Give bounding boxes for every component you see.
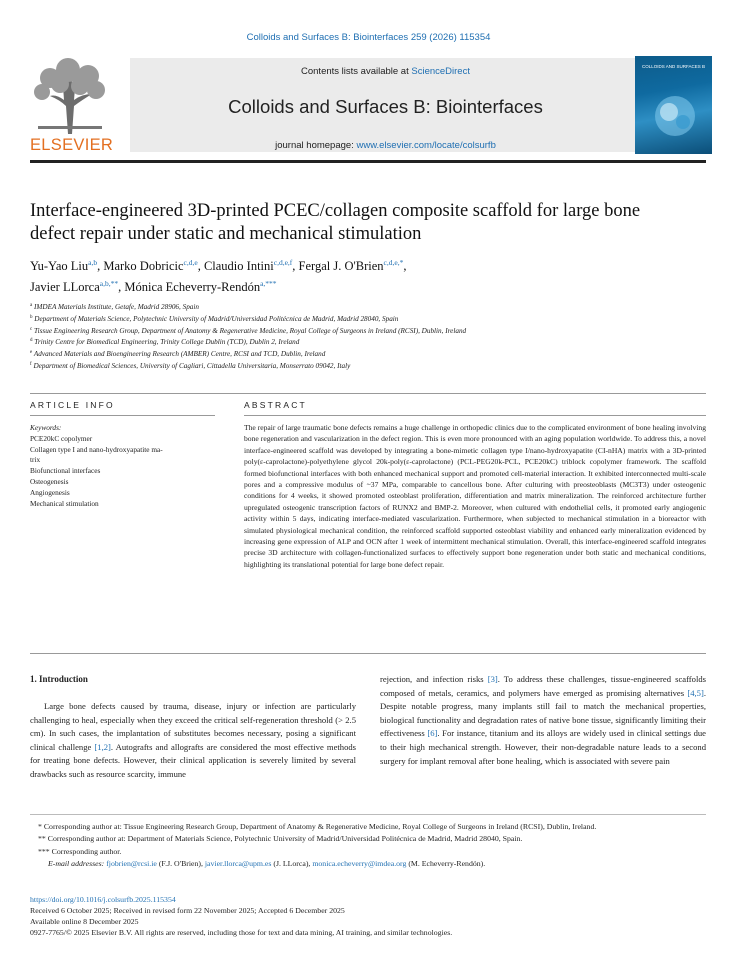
sciencedirect-link[interactable]: ScienceDirect (411, 66, 470, 77)
article-title: Interface-engineered 3D-printed PCEC/collagen composite scaffold for large bone defect repair under static and mechanical stimulation (30, 201, 641, 244)
keyword: Osteogenesis (30, 476, 69, 486)
cover-art-icon (645, 86, 705, 146)
publisher-wordmark: ELSEVIER (30, 136, 114, 154)
abstract-text: The repair of large traumatic bone defects remains a huge challenge in orthopedic clinics due to the complicated environment of bone healing involving bone regeneration and vascularization in the defect region. This is even more pronounced with an aging population worldwide. To address this, a novel interface-engineered scaffold was developed by integrating a bone-mimetic collagen type I/nano-hydroxyapatite (CI-nHA) matrix with a 3D-printed poly(ε-caprolactone)-polyethylene glycol 20k-poly(ε-caprolactone) (PCL-PEG20k-PCL, PCE20kC) triblock copolymer framework. The scaffold formed biofunctional interfaces with both enhanced mechanical support and promoted cell-material interaction. It exhibited interconnected multi-scale pores and a compressive modulus of ~37 MPa, comparable to cancellous bone. After culturing with preosteoblasts (MC3T3) under osteogenic conditions for 4 weeks, it showed promoted osteoblast proliferation, differentiation and matrix mineralization. The reinforced architecture further upregulated osteogenic transcription factors of RUNX2 and BMP-2. Moreover, when cultured with endothelial cells, it promoted early angiogenic activity within 5 days, indicating interface-mediated vascularization. Furthermore, when subjected to mechanical stimulation in a bioreactor with simulated physiological mechanical condition, the reinforced scaffold supported osteoblast viability and enhanced early mineralization evidenced by increasing gene expression of ALP and OCN after 1 week of intermittent mechanical stimulation. Overall, this interface-engineered scaffold integrates precise 3D architecture with collagen-functionalized surfaces to effectively support bone regeneration under both static and mechanical conditions, highlighting its translational potential for large bone defect repair. (244, 423, 706, 569)
author-list: Yu-Yao Liu$^{a,b}$, Marko Dobricic$^{c,d,e}$, Claudio Intini$^{c,d,e,f}$, Fergal J. O'Brien$^{c,d,e,*}$, Javier LLorca$^{a,b,**}$, Mónica Echeverry-Rendón$^{a,***}$ (30, 258, 407, 294)
article-info-heading: ARTICLE INFO (30, 400, 115, 410)
journal-banner (130, 58, 641, 152)
citation-link[interactable]: [4,5] (687, 687, 704, 698)
homepage-link[interactable]: www.elsevier.com/locate/colsurfb (356, 140, 496, 151)
abstract-heading: ABSTRACT (244, 400, 307, 410)
intro-left-column: Large bone defects caused by trauma, disease, injury or infection are particularly challenging to heal, especially when they exceed the critical self-regeneration threshold (> 2.5 cm). In such cases, the implantation of substitutes becomes necessary, posing a significant clinical challenge [1,2]. Autografts and allografts are considered the most effective methods for treating bone defects. However, their clinical application is severely limited by several drawbacks such as resource scarcity, immune (30, 701, 357, 779)
keywords-block (30, 423, 215, 509)
affiliation: $^c$ Tissue Engineering Research Group, Department of Anatomy & Regenerative Medicine, Royal College of Surgeons in Ireland (RCSI), Dublin, Ireland (30, 326, 467, 335)
article-info-rule (30, 415, 215, 416)
section-rule (30, 393, 706, 394)
email-link[interactable]: javier.llorca@upm.es (204, 859, 272, 869)
affiliation: $^e$ Advanced Materials and Bioengineering Research (AMBER) Centre, RCSI and TCD, Dublin, Ireland (30, 350, 326, 359)
journal-reference[interactable]: Colloids and Surfaces B: Biointerfaces 259 (2026) 115354 (246, 32, 491, 43)
section-heading-introduction: 1. Introduction (30, 674, 88, 684)
citation-link[interactable]: [1,2] (94, 741, 111, 752)
header-rule (30, 160, 706, 163)
journal-title: Colloids and Surfaces B: Biointerfaces (228, 96, 543, 117)
author[interactable]: Claudio Intini$^{c,d,e,f}$ (203, 258, 293, 273)
affiliation: $^d$ Trinity Centre for Biomedical Engineering, Trinity College Dublin (TCD), Dublin 2, Ireland (30, 338, 300, 347)
citation-link[interactable]: [6] (427, 728, 438, 739)
copyright: 0927-7765/© 2025 Elsevier B.V. All rights are reserved, including those for text and data mining, AI training, and similar technologies. (30, 928, 453, 937)
footnote: * Corresponding author at: Tissue Engineering Research Group, Department of Anatomy & Regenerative Medicine, Royal College of Surgeons in Ireland (RCSI), Dublin, Ireland. (38, 822, 597, 831)
keyword: trix (30, 455, 41, 465)
author[interactable]: Fergal J. O'Brien$^{c,d,e,*}$ (298, 258, 404, 273)
keywords-label: Keywords: (30, 423, 62, 432)
footnote-rule (30, 814, 706, 815)
author[interactable]: Mónica Echeverry-Rendón$^{a,***}$ (124, 279, 277, 294)
affiliation: $^f$ Department of Biomedical Sciences, University of Cagliari, Cittadella Universitaria, Monserrato 09042, Italy (30, 361, 351, 370)
keyword: Collagen type I and nano-hydroxyapatite ma- (30, 444, 163, 454)
keyword: Angiogenesis (30, 487, 70, 497)
journal-homepage: journal homepage: www.elsevier.com/locate/colsurfb (275, 140, 496, 151)
received-dates: Received 6 October 2025; Received in revised form 22 November 2025; Accepted 6 December 2025 (30, 906, 345, 915)
cover-title: COLLOIDS AND SURFACES B (641, 64, 706, 69)
article-history (30, 894, 710, 938)
abstract-rule (244, 415, 706, 416)
footnote: ** Corresponding author at: Department of Materials Science, Polytechnic University of Madrid/Universidad Politécnica de Madrid, Madrid 28040, Spain. (38, 834, 523, 844)
author[interactable]: Javier LLorca$^{a,b,**}$ (30, 279, 119, 294)
masthead (30, 56, 713, 156)
email-link[interactable]: fjobrien@rcsi.ie (106, 859, 157, 869)
footnotes (30, 821, 710, 871)
keyword: Biofunctional interfaces (30, 466, 101, 476)
doi-link[interactable]: https://doi.org/10.1016/j.colsurfb.2025.115354 (30, 895, 176, 904)
author[interactable]: Marko Dobricic$^{c,d,e}$ (103, 258, 198, 273)
contents-line: Contents lists available at ScienceDirect (301, 66, 470, 77)
affiliation-list (30, 301, 680, 372)
keyword: Mechanical stimulation (30, 498, 99, 508)
citation-link[interactable]: [3] (487, 674, 498, 684)
intro-right-column: rejection, and infection risks [3]. To address these challenges, tissue-engineered scaffolds composed of metals, ceramics, and polymers have emerged as promising alternatives [4,5]. Despite notable progress, many implants still fail to match the mechanical properties, biological functionality and degradation rates of native bone tissue, significantly limiting their effectiveness [6]. For instance, titanium and its alloys are widely used in clinical settings due to their high mechanical strength. However, their non-degradable nature leads to a second surgery for implant removal after bone healing, which is associated with severe pain (380, 674, 706, 766)
affiliation: $^a$ IMDEA Materials Institute, Getafe, Madrid 28906, Spain (30, 303, 199, 311)
email-footnote: E-mail addresses: fjobrien@rcsi.ie (F.J. O'Brien), javier.llorca@upm.es (J. LLorca), monica.echeverry@imdea.org (M. Echeverry-Rendón). (48, 859, 486, 869)
affiliation: $^b$ Department of Materials Science, Polytechnic University of Madrid/Universidad Politécnica de Madrid, Madrid 28040, Spain (30, 314, 399, 323)
email-link[interactable]: monica.echeverry@imdea.org (312, 859, 407, 869)
journal-cover-image (635, 56, 712, 154)
abstract-end-rule (30, 653, 706, 654)
keyword: PCE20kC copolymer (30, 433, 93, 443)
footnote: *** Corresponding author. (38, 846, 122, 856)
author[interactable]: Yu-Yao Liu$^{a,b}$ (30, 258, 98, 273)
available-online: Available online 8 December 2025 (30, 917, 139, 926)
